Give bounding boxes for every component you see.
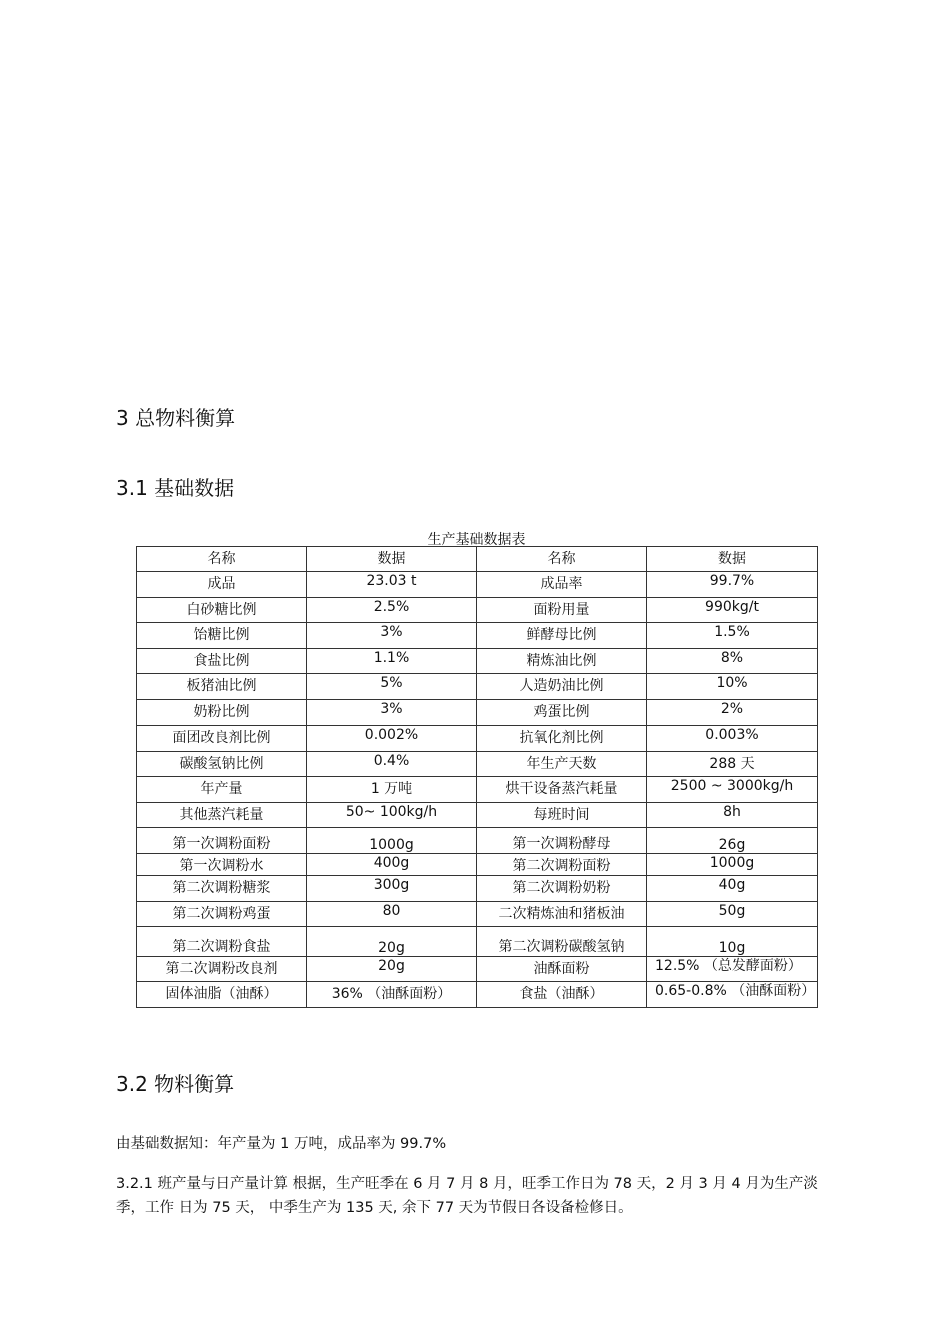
item-name-cell: 面团改良剂比例 <box>137 726 307 752</box>
item-name-cell: 年产量 <box>137 777 307 803</box>
item-value-cell: 288 天 <box>647 752 818 777</box>
item-value-cell: 8h <box>647 803 818 828</box>
item-name-cell: 第二次调粉碳酸氢钠 <box>477 927 647 957</box>
item-value-cell: 1000g <box>307 828 477 854</box>
item-name-cell: 板猪油比例 <box>137 674 307 700</box>
item-value-cell: 8% <box>647 649 818 674</box>
item-value-cell: 2% <box>647 700 818 726</box>
table-caption: 生产基础数据表 <box>427 532 526 548</box>
item-value-cell: 10g <box>647 927 818 957</box>
item-name-cell: 食盐比例 <box>137 649 307 674</box>
item-name-cell: 烘干设备蒸汽耗量 <box>477 777 647 803</box>
subsection-heading-basic-data: 3.1 基础数据 <box>116 476 235 500</box>
table-row <box>137 623 818 649</box>
item-value-cell: 3% <box>307 623 477 649</box>
table-row <box>137 902 818 927</box>
paragraph-summary: 由基础数据知：年产量为 1 万吨，成品率为 99.7% <box>116 1136 447 1152</box>
table-header-row <box>137 547 818 572</box>
item-name-cell: 白砂糖比例 <box>137 598 307 623</box>
item-name-cell: 年生产天数 <box>477 752 647 777</box>
item-value-cell: 12.5% （总发酵面粉） <box>647 957 818 982</box>
item-name-cell: 第二次调粉改良剂 <box>137 957 307 982</box>
item-value-cell: 80 <box>307 902 477 927</box>
item-value-cell: 0.65-0.8% （油酥面粉） <box>647 982 818 1008</box>
table-row <box>137 572 818 598</box>
table-header-cell: 名称 <box>477 547 647 572</box>
table-row <box>137 598 818 623</box>
item-name-cell: 二次精炼油和猪板油 <box>477 902 647 927</box>
item-name-cell: 碳酸氢钠比例 <box>137 752 307 777</box>
item-name-cell: 每班时间 <box>477 803 647 828</box>
item-name-cell: 第二次调粉面粉 <box>477 854 647 876</box>
item-name-cell: 鲜酵母比例 <box>477 623 647 649</box>
item-name-cell: 鸡蛋比例 <box>477 700 647 726</box>
item-name-cell: 固体油脂（油酥） <box>137 982 307 1008</box>
subsection-heading-balance: 3.2 物料衡算 <box>116 1072 235 1096</box>
item-value-cell: 1.5% <box>647 623 818 649</box>
item-value-cell: 0.4% <box>307 752 477 777</box>
item-value-cell: 990kg/t <box>647 598 818 623</box>
item-value-cell: 40g <box>647 876 818 902</box>
table-row <box>137 777 818 803</box>
table-row <box>137 982 818 1008</box>
table-row <box>137 674 818 700</box>
table-row <box>137 854 818 876</box>
table-row <box>137 828 818 854</box>
item-name-cell: 精炼油比例 <box>477 649 647 674</box>
item-value-cell: 2500 ~ 3000kg/h <box>647 777 818 803</box>
item-value-cell: 10% <box>647 674 818 700</box>
table-row <box>137 876 818 902</box>
item-value-cell: 3% <box>307 700 477 726</box>
table-header-cell: 数据 <box>307 547 477 572</box>
item-value-cell: 2.5% <box>307 598 477 623</box>
item-name-cell: 第二次调粉奶粉 <box>477 876 647 902</box>
item-value-cell: 0.002% <box>307 726 477 752</box>
table-row <box>137 700 818 726</box>
item-name-cell: 面粉用量 <box>477 598 647 623</box>
item-value-cell: 26g <box>647 828 818 854</box>
item-value-cell: 23.03 t <box>307 572 477 598</box>
table-body <box>137 547 818 1008</box>
table-row <box>137 726 818 752</box>
item-name-cell: 成品率 <box>477 572 647 598</box>
table-row <box>137 752 818 777</box>
paragraph-shift-output: 3.2.1 班产量与日产量计算 根据，生产旺季在 6 月 7 月 8 月，旺季工作日为 78 天，2 月 3 月 4 月为生产淡季，工作 日为 75 天， 中季生产为 135 天, 余下 77 天为节假日各设备检修日。 <box>116 1176 818 1216</box>
item-value-cell: 50g <box>647 902 818 927</box>
production-data-table <box>136 546 818 1008</box>
item-value-cell: 20g <box>307 957 477 982</box>
item-name-cell: 成品 <box>137 572 307 598</box>
item-value-cell: 5% <box>307 674 477 700</box>
item-name-cell: 抗氧化剂比例 <box>477 726 647 752</box>
item-name-cell: 第二次调粉糖浆 <box>137 876 307 902</box>
item-name-cell: 油酥面粉 <box>477 957 647 982</box>
table-row <box>137 803 818 828</box>
item-name-cell: 奶粉比例 <box>137 700 307 726</box>
table-row <box>137 927 818 957</box>
table-row <box>137 649 818 674</box>
item-name-cell: 第二次调粉鸡蛋 <box>137 902 307 927</box>
item-value-cell: 1.1% <box>307 649 477 674</box>
item-name-cell: 食盐（油酥） <box>477 982 647 1008</box>
item-value-cell: 1 万吨 <box>307 777 477 803</box>
item-value-cell: 99.7% <box>647 572 818 598</box>
item-name-cell: 其他蒸汽耗量 <box>137 803 307 828</box>
table-row <box>137 957 818 982</box>
item-value-cell: 36% （油酥面粉） <box>307 982 477 1008</box>
item-value-cell: 20g <box>307 927 477 957</box>
table-header-cell: 数据 <box>647 547 818 572</box>
item-value-cell: 50~ 100kg/h <box>307 803 477 828</box>
item-name-cell: 第一次调粉面粉 <box>137 828 307 854</box>
item-name-cell: 人造奶油比例 <box>477 674 647 700</box>
item-name-cell: 第二次调粉食盐 <box>137 927 307 957</box>
item-name-cell: 第一次调粉水 <box>137 854 307 876</box>
item-value-cell: 400g <box>307 854 477 876</box>
section-heading: 3 总物料衡算 <box>116 406 236 430</box>
item-value-cell: 0.003% <box>647 726 818 752</box>
item-value-cell: 300g <box>307 876 477 902</box>
item-value-cell: 1000g <box>647 854 818 876</box>
table-header-cell: 名称 <box>137 547 307 572</box>
item-name-cell: 饴糖比例 <box>137 623 307 649</box>
item-name-cell: 第一次调粉酵母 <box>477 828 647 854</box>
